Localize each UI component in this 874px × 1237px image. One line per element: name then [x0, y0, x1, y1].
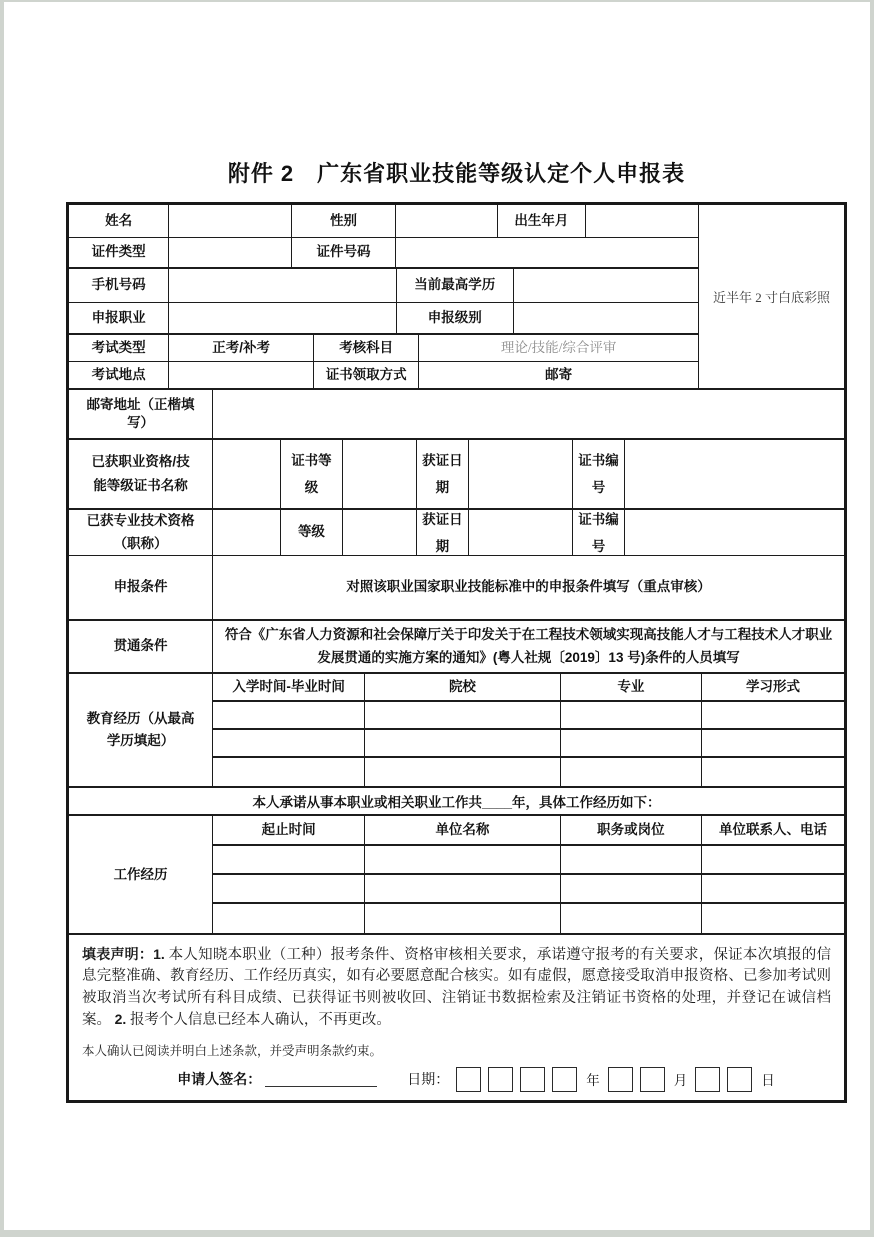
declaration-point2: 报考个人信息已经本人确认，不再更改。	[129, 1012, 391, 1029]
education-label: 教育经历（从最高学历填起）	[69, 674, 213, 786]
date-day-box-1[interactable]	[695, 1067, 720, 1092]
year-unit-label: 年	[586, 1073, 600, 1089]
education-level-label: 当前最高学历	[397, 269, 514, 303]
date-year-box-2[interactable]	[488, 1067, 513, 1092]
date-year-box-1[interactable]	[456, 1067, 481, 1092]
work-header-contact: 单位联系人、电话	[702, 816, 844, 846]
work-header-time: 起止时间	[213, 816, 365, 846]
id-type-input-cell[interactable]	[169, 238, 292, 269]
through-condition-value[interactable]: 符合《广东省人力资源和社会保障厅关于印发关于在工程技术领域实现高技能人才与工程技术人才职业发展贯通的实施方案的通知》(粤人社规〔2019〕13 号)条件的人员填写	[213, 621, 844, 674]
title-number-label: 证书编号	[573, 510, 626, 556]
work-time-cell[interactable]	[213, 846, 365, 875]
work-time-cell[interactable]	[213, 875, 365, 904]
row-occupation	[69, 303, 699, 335]
row-phone	[69, 269, 699, 303]
education-level-input-cell[interactable]	[514, 269, 699, 303]
row-vocational-cert	[69, 440, 844, 510]
work-row	[213, 875, 844, 904]
confirm-statement: 本人确认已阅读并明白上述条款，并受声明条款约束。	[82, 1043, 383, 1058]
phone-label: 手机号码	[69, 269, 169, 303]
cert-level-cell[interactable]	[343, 440, 417, 510]
education-row	[213, 758, 844, 786]
gender-input-cell[interactable]	[396, 205, 498, 238]
edu-header-form: 学习形式	[702, 674, 844, 702]
date-label: 日期：	[407, 1073, 450, 1089]
edu-form-cell[interactable]	[702, 758, 844, 786]
edu-major-cell[interactable]	[561, 702, 702, 730]
gender-label: 性别	[292, 205, 396, 238]
photo-note: 近半年 2 寸白底彩照	[713, 290, 831, 305]
declaration-point1-number: 1.	[153, 946, 165, 962]
basic-info-section	[69, 205, 844, 390]
date-year-box-4[interactable]	[552, 1067, 577, 1092]
edu-header-time: 入学时间-毕业时间	[213, 674, 365, 702]
edu-form-cell[interactable]	[702, 730, 844, 758]
name-input-cell[interactable]	[169, 205, 292, 238]
apply-condition-value[interactable]: 对照该职业国家职业技能标准中的申报条件填写（重点审核）	[213, 556, 844, 621]
cert-number-cell[interactable]	[625, 440, 844, 510]
form-page	[4, 2, 870, 1230]
row-mail-address	[69, 390, 844, 440]
name-label: 姓名	[69, 205, 169, 238]
title-date-cell[interactable]	[469, 510, 573, 556]
work-position-cell[interactable]	[561, 875, 702, 904]
delivery-value: 邮寄	[419, 362, 699, 390]
subject-value: 理论/技能/综合评审	[419, 335, 699, 362]
work-section	[69, 816, 844, 935]
work-row	[213, 846, 844, 875]
row-exam-location	[69, 362, 699, 390]
edu-form-cell[interactable]	[702, 702, 844, 730]
date-month-box-1[interactable]	[608, 1067, 633, 1092]
apply-level-label: 申报级别	[397, 303, 514, 335]
declaration-heading: 填表声明：	[82, 946, 154, 962]
date-day-box-2[interactable]	[727, 1067, 752, 1092]
edu-major-cell[interactable]	[561, 758, 702, 786]
exam-type-value: 正考/补考	[169, 335, 314, 362]
cert-date-label: 获证日期	[417, 440, 469, 510]
date-month-box-2[interactable]	[640, 1067, 665, 1092]
day-unit-label: 日	[761, 1073, 775, 1089]
signature-label: 申请人签名：	[177, 1071, 262, 1088]
edu-major-cell[interactable]	[561, 730, 702, 758]
id-type-label: 证件类型	[69, 238, 169, 269]
work-header-company: 单位名称	[365, 816, 561, 846]
vocational-cert-label: 已获职业资格/技能等级证书名称	[69, 440, 213, 510]
title-name-cell[interactable]	[213, 510, 281, 556]
application-form-table	[66, 202, 847, 1103]
mail-address-label: 邮寄地址（正楷填写）	[69, 390, 213, 440]
row-through-condition	[69, 621, 844, 674]
edu-header-school: 院校	[365, 674, 561, 702]
date-year-box-3[interactable]	[520, 1067, 545, 1092]
declaration-section	[69, 935, 844, 1100]
work-pledge-row	[69, 788, 844, 816]
occupation-label: 申报职业	[69, 303, 169, 335]
edu-header-major: 专业	[561, 674, 702, 702]
declaration-point1: 本人知晓本职业（工种）报考条件、资格审核相关要求，承诺遵守报考的有关要求，保证本次填报的信息完整准确、教育经历、工作经历真实，如有必要愿意配合核实。如有虚假，愿意接受取消申报资格、已参加考试则被取消当次考试所有科目成绩、已获得证书则被收回、注销证书数据检索及注销证书资格的处理，并登记在诚信档案。	[82, 947, 832, 1029]
apply-condition-label: 申报条件	[69, 556, 213, 621]
title-level-cell[interactable]	[343, 510, 417, 556]
signature-line[interactable]	[265, 1072, 377, 1087]
cert-date-cell[interactable]	[469, 440, 573, 510]
work-contact-cell[interactable]	[702, 846, 844, 875]
declaration-text	[82, 944, 831, 1032]
edu-time-cell[interactable]	[213, 730, 365, 758]
row-name	[69, 205, 699, 238]
cert-level-label: 证书等级	[281, 440, 342, 510]
education-section	[69, 674, 844, 788]
vocational-cert-name-cell[interactable]	[213, 440, 281, 510]
page-title: 附件 2 广东省职业技能等级认定个人申报表	[227, 161, 686, 186]
work-position-cell[interactable]	[561, 846, 702, 875]
edu-time-cell[interactable]	[213, 758, 365, 786]
phone-input-cell[interactable]	[169, 269, 396, 303]
work-row	[213, 904, 844, 933]
work-label: 工作经历	[69, 816, 213, 933]
edu-school-cell[interactable]	[365, 758, 561, 786]
work-header-position: 职务或岗位	[561, 816, 702, 846]
delivery-label: 证书领取方式	[314, 362, 419, 390]
birth-label: 出生年月	[498, 205, 586, 238]
work-company-cell[interactable]	[365, 875, 561, 904]
exam-location-input-cell[interactable]	[169, 362, 314, 390]
title-number-cell[interactable]	[625, 510, 844, 556]
subject-label: 考核科目	[314, 335, 419, 362]
id-number-label: 证件号码	[292, 238, 396, 269]
work-position-cell[interactable]	[561, 904, 702, 933]
photo-placeholder	[699, 205, 844, 390]
exam-type-label: 考试类型	[69, 335, 169, 362]
apply-level-input-cell[interactable]	[514, 303, 699, 335]
row-professional-title	[69, 510, 844, 556]
row-id	[69, 238, 699, 269]
row-apply-condition	[69, 556, 844, 621]
education-row	[213, 702, 844, 730]
title-date-label: 获证日期	[417, 510, 469, 556]
work-contact-cell[interactable]	[702, 875, 844, 904]
id-number-input-cell[interactable]	[396, 238, 699, 269]
occupation-input-cell[interactable]	[169, 303, 396, 335]
edu-school-cell[interactable]	[365, 730, 561, 758]
title-level-label: 等级	[281, 510, 342, 556]
month-unit-label: 月	[673, 1073, 688, 1089]
work-company-cell[interactable]	[365, 904, 561, 933]
signature-row	[82, 1067, 831, 1092]
birth-input-cell[interactable]	[586, 205, 699, 238]
work-header-row	[213, 816, 844, 846]
declaration-point2-number: 2.	[114, 1011, 127, 1028]
cert-number-label: 证书编号	[573, 440, 626, 510]
through-condition-label: 贯通条件	[69, 621, 213, 674]
work-pledge-text: 本人承诺从事本职业或相关职业工作共____年，具体工作经历如下：	[252, 795, 661, 810]
edu-school-cell[interactable]	[365, 702, 561, 730]
work-time-cell[interactable]	[213, 904, 365, 933]
work-contact-cell[interactable]	[702, 904, 844, 933]
work-company-cell[interactable]	[365, 846, 561, 875]
row-exam-type	[69, 335, 699, 362]
edu-time-cell[interactable]	[213, 702, 365, 730]
exam-location-label: 考试地点	[69, 362, 169, 390]
mail-address-input-cell[interactable]	[213, 390, 844, 440]
education-header-row	[213, 674, 844, 702]
education-row	[213, 730, 844, 758]
professional-title-label: 已获专业技术资格（职称）	[69, 510, 213, 556]
